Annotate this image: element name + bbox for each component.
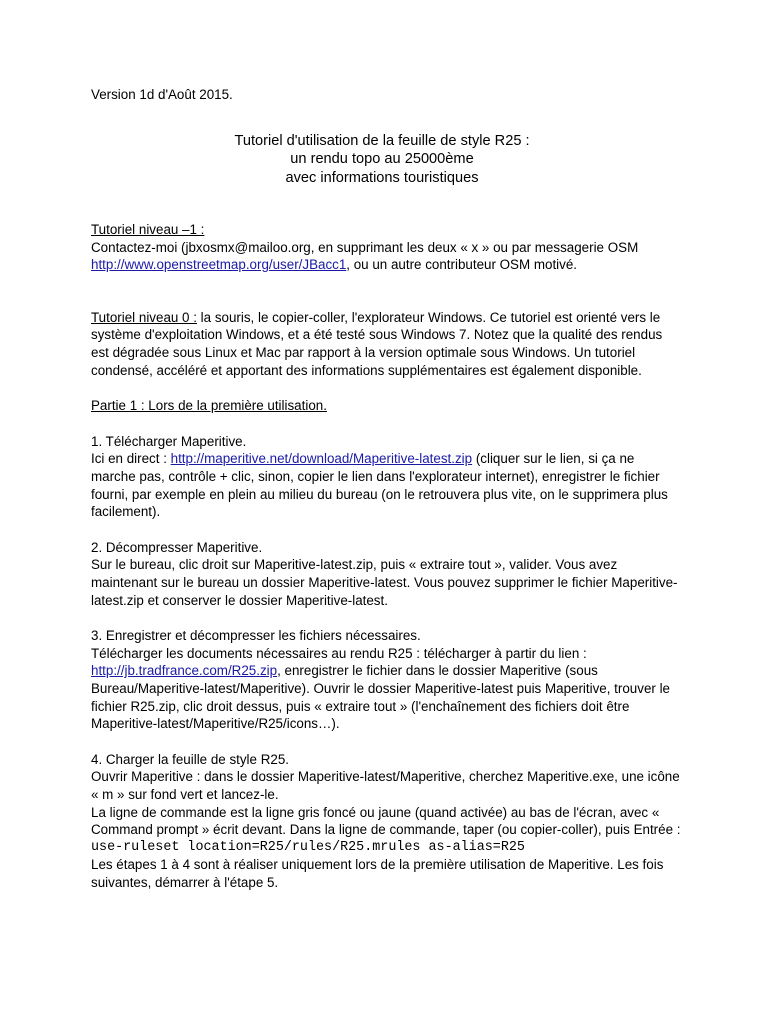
section-niveau-moins1 [91, 221, 681, 274]
document-body [91, 86, 681, 892]
step-4 [91, 751, 681, 892]
step3-text-end: , enregistrer le fichier dans le dossier Maperitive (sous Bureau/Maperitive-latest/Maperitive). Ouvrir le dossier Maperitive-latest puis Maperitive, trouver le fichier R25.zip, clic droit dessus, puis « extraire tout » (l'enchaînement des fichiers doit être Maperitive-latest/Maperitive/R25/icons…). [91, 663, 670, 732]
niveau0-heading: Tutoriel niveau 0 : [91, 309, 197, 325]
step3-title: 3. Enregistrer et décompresser les fichiers nécessaires. [91, 628, 421, 644]
step-3 [91, 627, 681, 733]
document-title [91, 132, 681, 188]
contact-text: Contactez-moi (jbxosmx@mailoo.org, en supprimant les deux « x » ou par messagerie OSM [91, 239, 639, 255]
ruleset-command: use-ruleset location=R25/rules/R25.mrules as-alias=R25 [91, 839, 525, 855]
step1-title: 1. Télécharger Maperitive. [91, 433, 247, 449]
step-2 [91, 539, 681, 609]
step3-text: Télécharger les documents nécessaires au rendu R25 : télécharger à partir du lien : [91, 645, 587, 661]
contact-text-end: , ou un autre contributeur OSM motivé. [346, 257, 578, 273]
step2-body: Sur le bureau, clic droit sur Maperitive-latest.zip, puis « extraire tout », valider. Vous avez maintenant sur le bureau un dossier Maperitive-latest. Vous pouvez supprimer le fichier Maperitive-latest.zip et conserver le dossier Maperitive-latest. [91, 557, 678, 608]
step3-body [91, 662, 681, 732]
osm-profile-link[interactable]: http://www.openstreetmap.org/user/JBacc1 [91, 257, 347, 273]
version-line: Version 1d d'Août 2015. [91, 87, 233, 102]
step-1 [91, 433, 681, 521]
step1-text-end: (cliquer sur le lien, si ça ne marche pas, contrôle + clic, sinon, copier le lien dans l'explorateur internet), enregistrer le fichier fourni, par exemple en plein au milieu du bureau (on le retrouvera plus vite, on le supprimera plus facilement). [91, 451, 668, 520]
niveau-moins1-contact [91, 239, 681, 274]
step4-text-3: Les étapes 1 à 4 sont à réaliser uniquement lors de la première utilisation de Maperitive. Les fois suivantes, démarrer à l'étape 5. [91, 857, 664, 890]
r25-download-link[interactable]: http://jb.tradfrance.com/R25.zip [91, 663, 278, 679]
title-line-2: un rendu topo au 25000ème [290, 151, 474, 168]
step2-title: 2. Décompresser Maperitive. [91, 539, 263, 555]
niveau0-text: la souris, le copier-coller, l'explorateur Windows. Ce tutoriel est orienté vers le système d'exploitation Windows, et a été testé sous Windows 7. Notez que la qualité des rendus est dégradée sous Linux et Mac par rapport à la version optimale sous Windows. Un tutoriel condensé, accéléré et apportant des informations supplémentaires est également disponible. [91, 309, 663, 378]
step4-text-2: La ligne de commande est la ligne gris foncé ou jaune (quand activée) au bas de l'écran, avec « Command prompt » écrit devant. Dans la ligne de commande, taper (ou copier-coller), puis Entrée : [91, 804, 681, 838]
section-niveau0 [91, 309, 681, 379]
niveau-moins1-heading: Tutoriel niveau –1 : [91, 222, 205, 238]
title-line-1: Tutoriel d'utilisation de la feuille de style R25 : [234, 132, 530, 149]
step4-text-1: Ouvrir Maperitive : dans le dossier Maperitive-latest/Maperitive, cherchez Maperitive.exe, une icône « m » sur fond vert et lancez-le. [91, 769, 680, 802]
step1-text: Ici en direct : [91, 451, 171, 467]
step1-body [91, 450, 681, 520]
maperitive-download-link[interactable]: http://maperitive.net/download/Maperitive-latest.zip [170, 451, 473, 467]
partie1-heading: Partie 1 : Lors de la première utilisation. [91, 398, 327, 414]
title-line-3: avec informations touristiques [285, 169, 479, 186]
step4-title: 4. Charger la feuille de style R25. [91, 751, 289, 767]
